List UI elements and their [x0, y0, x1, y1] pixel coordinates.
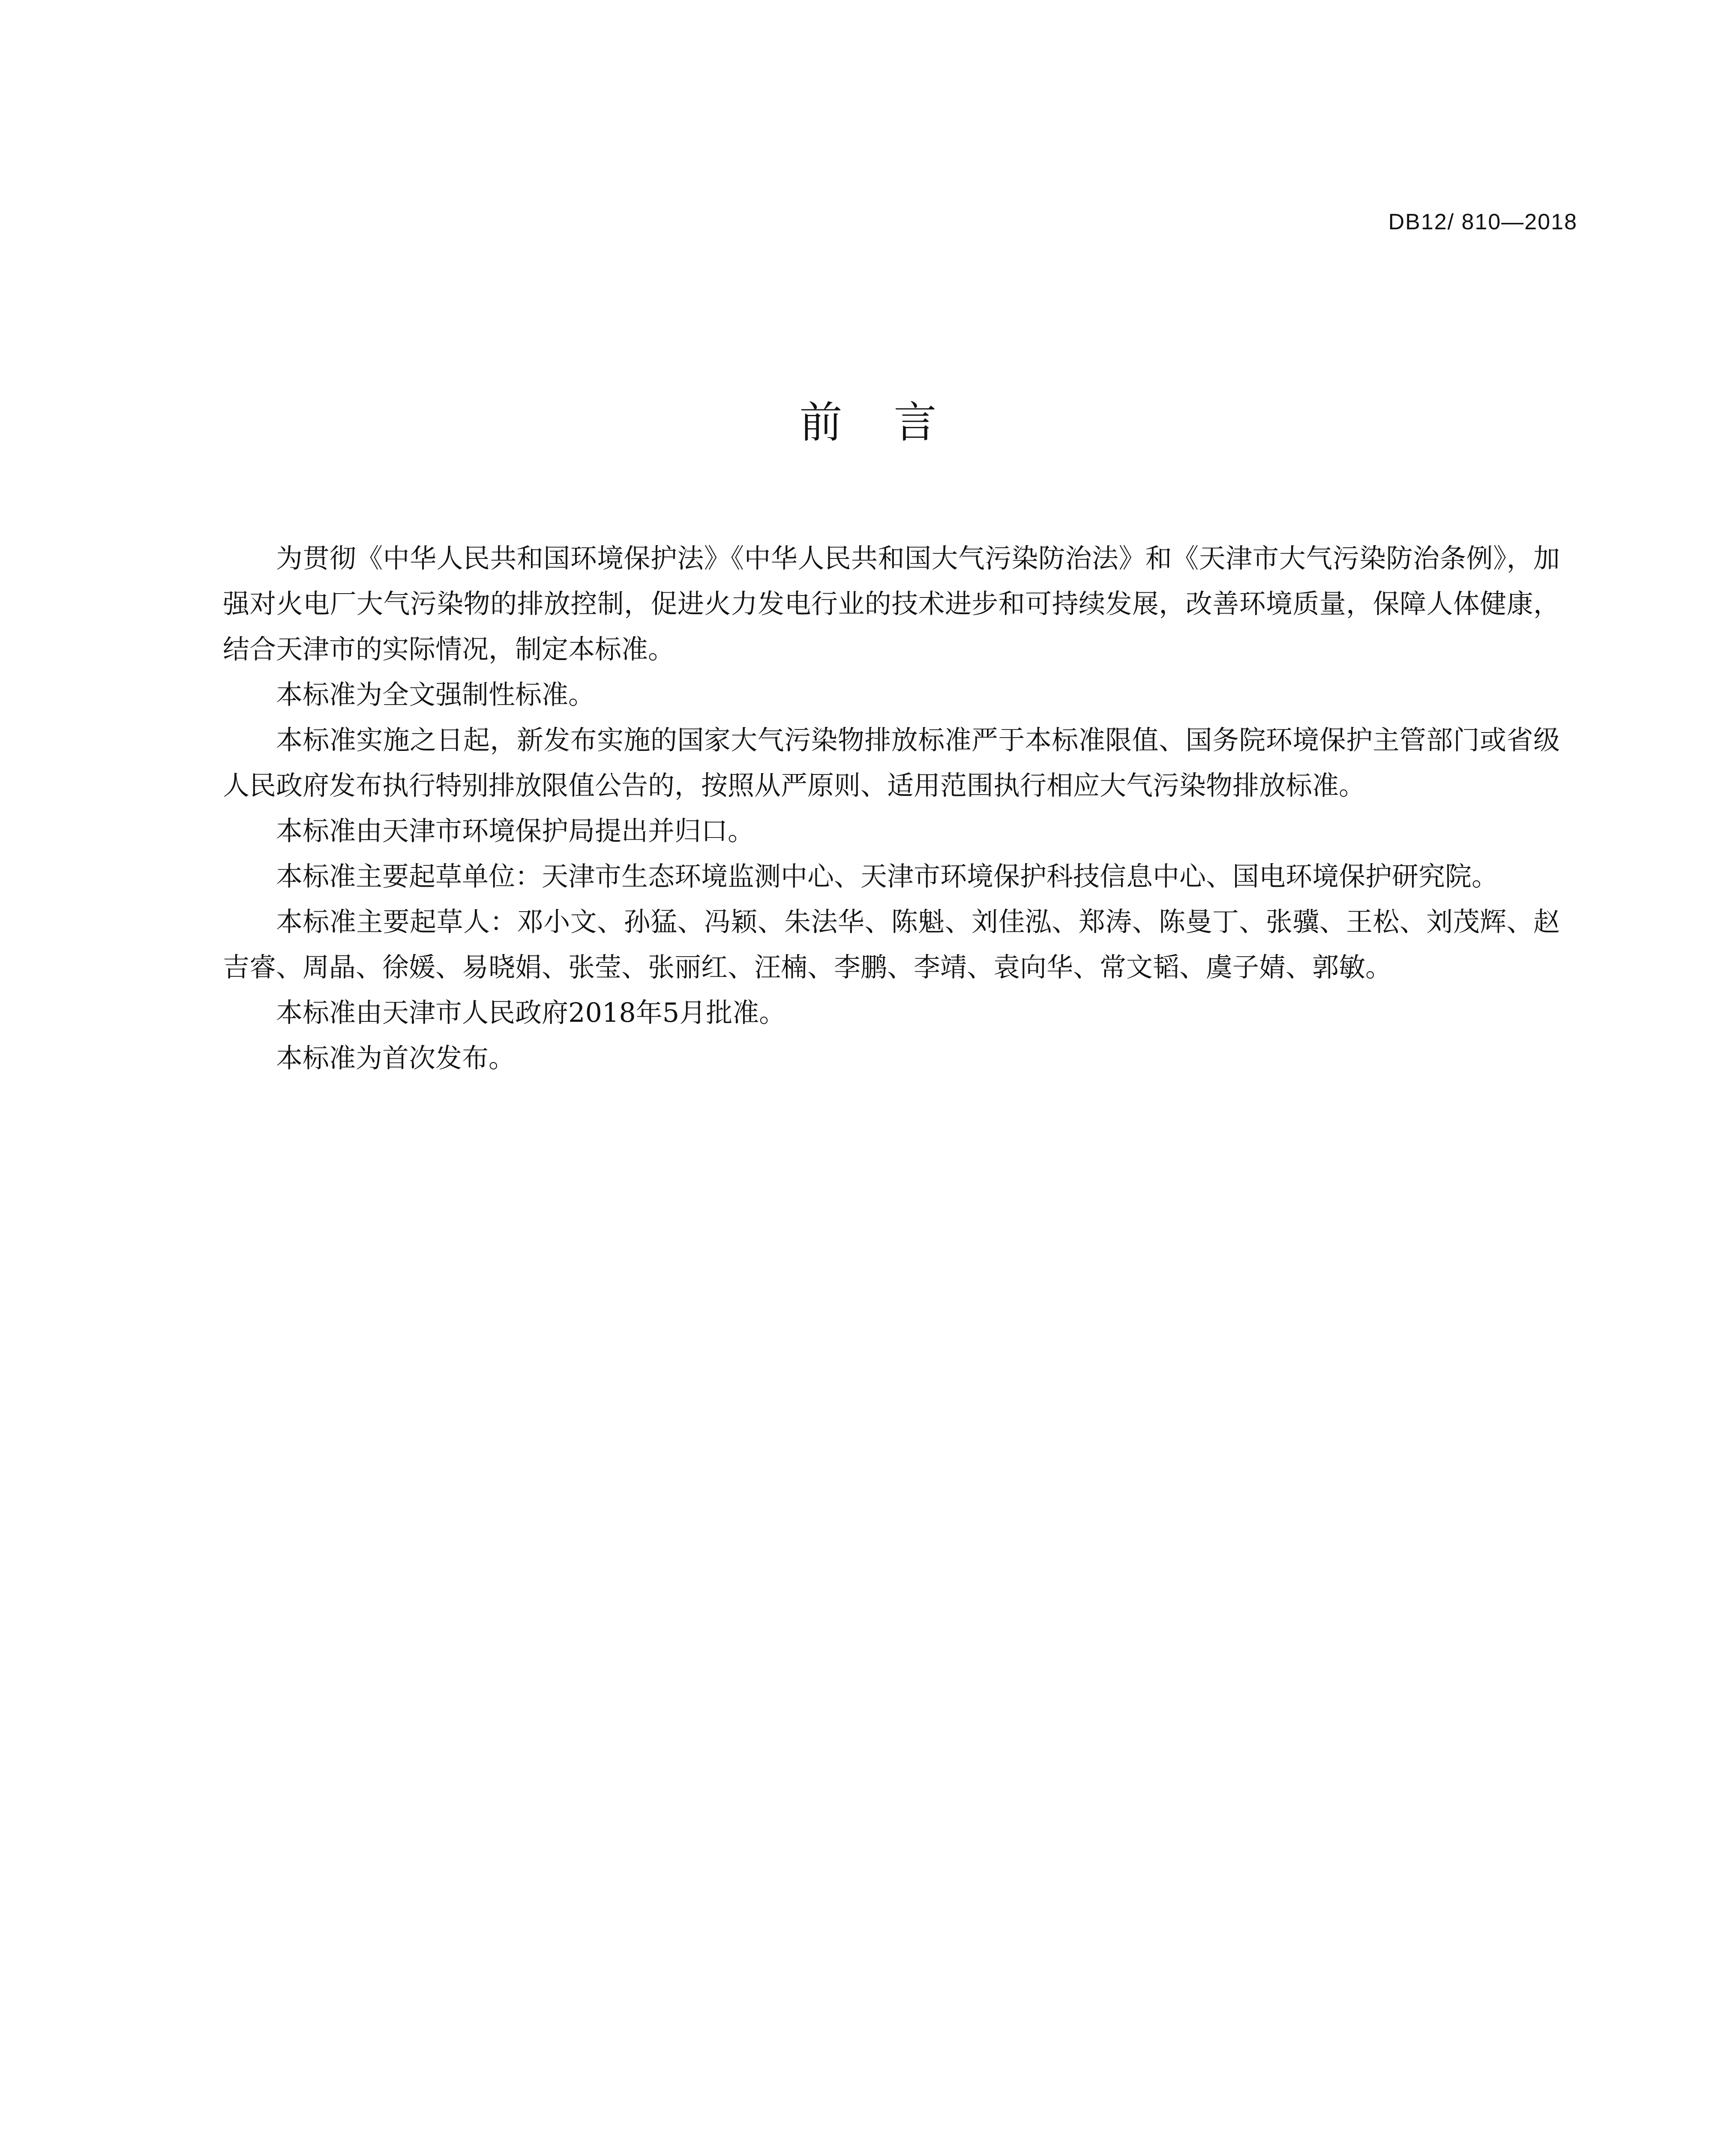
preface-body — [223, 536, 1560, 1081]
paragraph-drafting-units: 本标准主要起草单位：天津市生态环境监测中心、天津市环境保护科技信息中心、国电环境保护研究院。 — [276, 861, 1499, 892]
paragraph-first-release: 本标准为首次发布。 — [276, 1042, 516, 1074]
paragraph-approval: 本标准由天津市人民政府2018年5月批准。 — [276, 997, 786, 1028]
paragraph-proposer: 本标准由天津市环境保护局提出并归口。 — [276, 815, 755, 846]
paragraph-implementation: 本标准实施之日起，新发布实施的国家大气污染物排放标准严于本标准限值、国务院环境保护主管部门或省级人民政府发布执行特别排放限值公告的，按照从严原则、适用范围执行相应大气污染物排放标准。 — [223, 724, 1560, 801]
standard-code: DB12/ 810—2018 — [1388, 210, 1577, 234]
paragraph-purpose: 为贯彻《中华人民共和国环境保护法》《中华人民共和国大气污染防治法》和《天津市大气污染防治条例》，加强对火电厂大气污染物的排放控制，促进火力发电行业的技术进步和可持续发展，改善环境质量，保障人体健康，结合天津市的实际情况，制定本标准。 — [223, 543, 1560, 665]
paragraph-mandatory: 本标准为全文强制性标准。 — [276, 679, 595, 710]
page-title: 前言 — [799, 397, 988, 447]
paragraph-drafters: 本标准主要起草人：邓小文、孙猛、冯颖、朱法华、陈魁、刘佳泓、郑涛、陈曼丁、张骥、王松、刘茂辉、赵吉睿、周晶、徐媛、易晓娟、张莹、张丽红、汪楠、李鹏、李靖、袁向华、常文韬、虞子婧、郭敏。 — [223, 906, 1560, 983]
